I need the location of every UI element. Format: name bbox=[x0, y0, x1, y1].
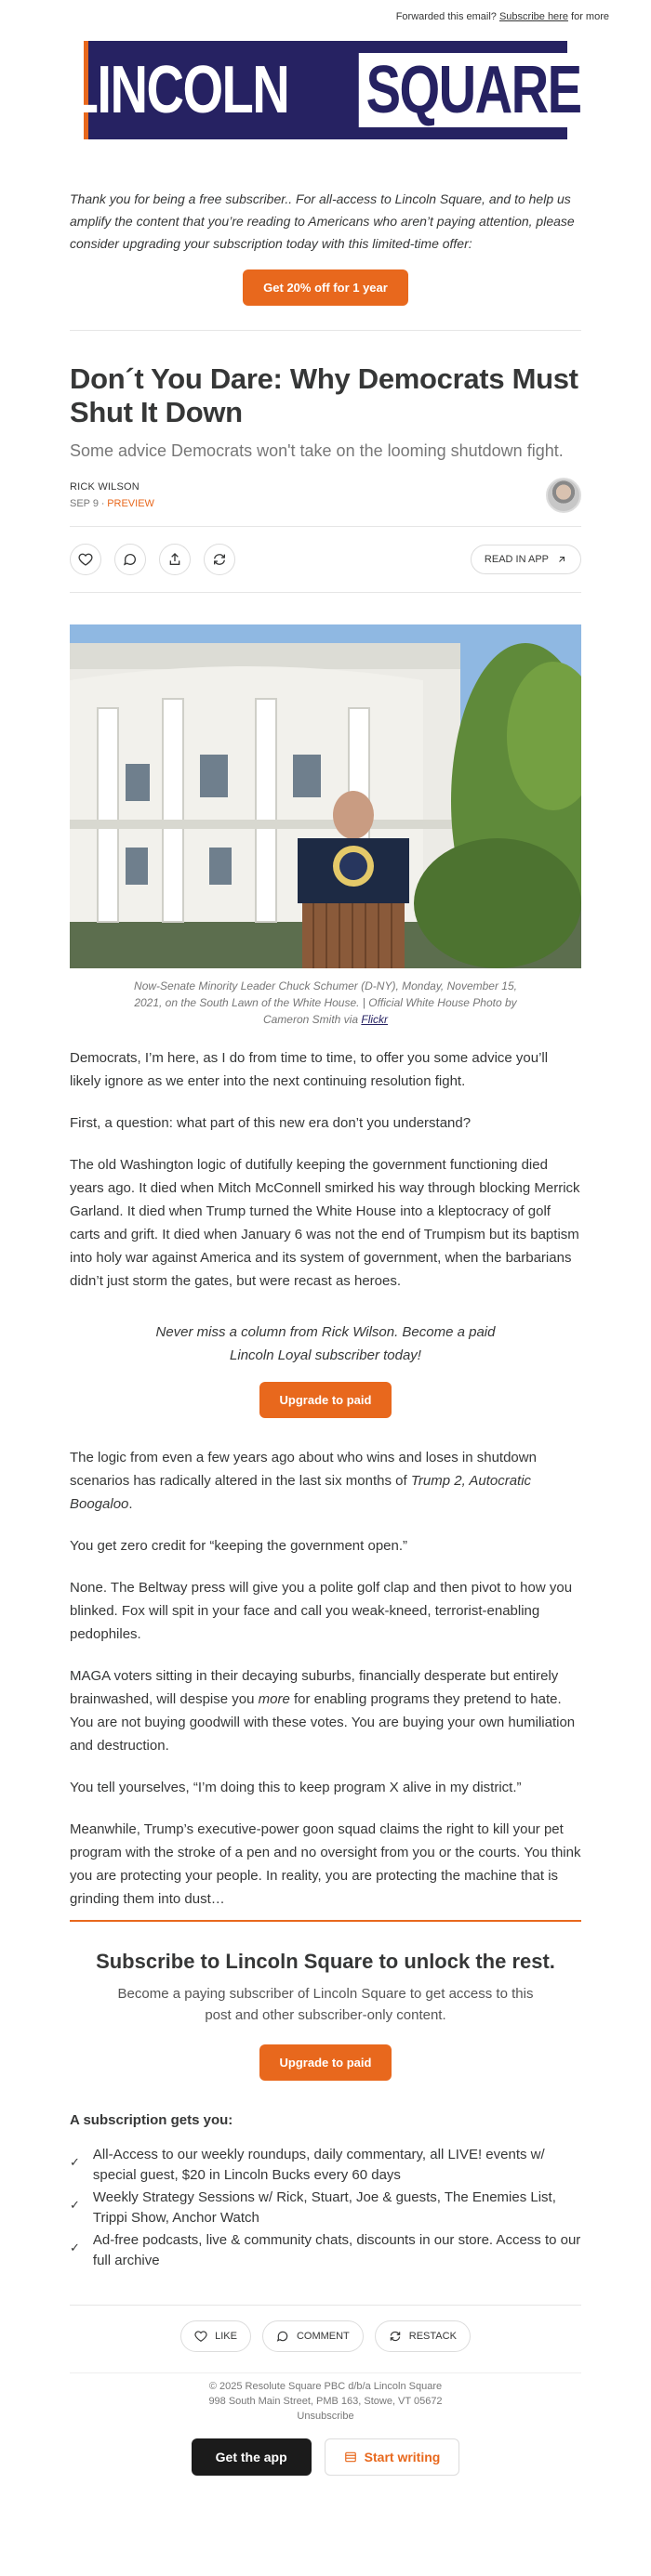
action-bar bbox=[70, 526, 581, 593]
paragraph-text: for enabling programs they pretend to hate. You are not buying goodwill with these votes. You are buying your own humiliation and destruction. bbox=[70, 1691, 576, 1754]
bottom-buttons bbox=[70, 2438, 581, 2476]
upgrade-button[interactable]: Upgrade to paid bbox=[259, 1382, 392, 1418]
white-house-photo bbox=[70, 624, 581, 968]
callout-line-2: Lincoln Loyal subscriber today! bbox=[230, 1347, 421, 1363]
paywall-button-wrap bbox=[70, 2044, 581, 2081]
hero-image[interactable] bbox=[70, 624, 581, 968]
forwarded-suffix: for more bbox=[571, 11, 609, 22]
paragraph bbox=[70, 1664, 581, 1757]
paywall-title: Subscribe to Lincoln Square to unlock the rest. bbox=[96, 1950, 555, 1973]
address-text: 998 South Main Street, PMB 163, Stowe, VT 05672 bbox=[208, 2396, 443, 2407]
footer-like-button[interactable] bbox=[180, 2320, 251, 2352]
forwarded-notice bbox=[0, 0, 651, 28]
comment-icon bbox=[123, 552, 138, 567]
paragraph: First, a question: what part of this new era don’t you understand? bbox=[70, 1115, 472, 1131]
paragraph: None. The Beltway press will give you a polite golf clap and then pivot to how you blinked. Fox will spit in your face and call you weak-kneed, terrorist-enabling pedophiles. bbox=[70, 1580, 573, 1642]
paywall-subtitle: Become a paying subscriber of Lincoln Square to get access to this post and other subscriber-only content. bbox=[117, 1986, 534, 2023]
check-icon: ✓ bbox=[70, 2155, 80, 2169]
subscribe-link[interactable]: Subscribe here bbox=[498, 11, 568, 22]
paragraph: Meanwhile, Trump’s executive-power goon squad claims the right to kill your pet program with the stroke of a pen and no oversight from you or the courts. You think you are protecting your people. In reality, you are protecting the machine that is grinding them into dust… bbox=[70, 1821, 581, 1907]
comment-label: COMMENT bbox=[296, 2331, 350, 2342]
hero-caption bbox=[126, 978, 525, 1028]
get-app-button[interactable]: Get the app bbox=[192, 2438, 312, 2476]
arrow-up-right-icon bbox=[556, 554, 567, 565]
perks-list bbox=[70, 2145, 581, 2271]
logo-word-square: SQUARE bbox=[359, 53, 589, 127]
logo-container bbox=[0, 41, 651, 139]
byline bbox=[70, 478, 581, 513]
post-meta: SEP 9 ∙ PREVIEW bbox=[70, 498, 154, 509]
restack-icon bbox=[212, 552, 227, 567]
action-icons bbox=[70, 544, 235, 575]
comment-icon bbox=[276, 2330, 289, 2343]
share-icon bbox=[167, 552, 182, 567]
heart-icon bbox=[78, 552, 93, 567]
article-title[interactable]: Don´t You Dare: Why Democrats Must Shut It Down bbox=[70, 362, 578, 428]
restack-icon bbox=[389, 2330, 402, 2343]
paragraph: Democrats, I’m here, as I do from time to time, to offer you some advice you’ll likely ignore as we enter into the next continuing resolution fight. bbox=[70, 1050, 549, 1089]
divider bbox=[70, 330, 581, 331]
paragraph-text: MAGA voters sitting in their decaying suburbs, financially desperate but entirely brainwashed, will despise you bbox=[70, 1668, 559, 1707]
start-writing-label: Start writing bbox=[364, 2450, 441, 2464]
paragraph: The old Washington logic of dutifully keeping the government functioning died years ago. It died when Mitch McConnell smirked his way through blocking Merrick Garland. It died when Trump turned the White House into a kleptocracy of golf carts and grift. It died when January 6 was not the end of Trumpism but its baptism into holy war against America and its system of government, when the barbarians didn’t just storm the gates, but were recast as heroes. bbox=[70, 1157, 580, 1289]
paywall-upgrade-button[interactable]: Upgrade to paid bbox=[259, 2044, 392, 2081]
footer-comment-button[interactable] bbox=[262, 2320, 364, 2352]
caption-text: Now-Senate Minority Leader Chuck Schumer (D-NY), Monday, November 15, 2021, on the South Lawn of the White House. | Official White House Photo by Cameron Smith via bbox=[134, 979, 517, 1026]
read-in-app-button[interactable] bbox=[471, 545, 581, 574]
paragraph-text: The logic from even a few years ago about who wins and loses in shutdown scenarios has radically altered in the last six months of bbox=[70, 1450, 537, 1489]
perk-item bbox=[70, 2145, 581, 2186]
paywall bbox=[70, 1920, 581, 2271]
share-button[interactable] bbox=[159, 544, 191, 575]
article-body bbox=[70, 1046, 581, 1911]
paragraph bbox=[70, 1446, 581, 1516]
offer-button[interactable]: Get 20% off for 1 year bbox=[243, 269, 408, 306]
restack-label: RESTACK bbox=[408, 2331, 457, 2342]
logo-word-lincoln: LINCOLN bbox=[66, 53, 288, 127]
post-date: SEP 9 bbox=[70, 498, 99, 509]
paragraph-text: . bbox=[128, 1496, 133, 1512]
like-button[interactable] bbox=[70, 544, 101, 575]
legal-footer bbox=[70, 2372, 581, 2424]
intro-text: Thank you for being a free subscriber.. For all-access to Lincoln Square, and to help us amplify the content that you’re reading to Americans who aren’t paying attention, please consider upgrading your subscription today with this limited-time offer: bbox=[70, 191, 575, 251]
offer-wrap bbox=[70, 269, 581, 306]
paragraph-emphasis: more bbox=[258, 1691, 290, 1707]
lincoln-square-logo[interactable] bbox=[66, 41, 581, 139]
comment-button[interactable] bbox=[114, 544, 146, 575]
start-writing-button[interactable] bbox=[325, 2438, 460, 2476]
paragraph-emphasis: Trump 2, Autocratic Boogaloo bbox=[70, 1473, 532, 1512]
author-avatar[interactable] bbox=[546, 478, 581, 513]
perk-text: Weekly Strategy Sessions w/ Rick, Stuart, Joe & guests, The Enemies List, Trippi Show, Anchor Watch bbox=[92, 2189, 556, 2226]
subscribe-callout bbox=[70, 1321, 581, 1367]
perk-item bbox=[70, 2230, 581, 2271]
read-in-app-label: READ IN APP bbox=[484, 554, 549, 565]
perk-text: Ad-free podcasts, live & community chats, discounts in our store. Access to our full archive bbox=[92, 2232, 581, 2268]
upgrade-wrap bbox=[70, 1382, 581, 1418]
paragraph: You get zero credit for “keeping the government open.” bbox=[70, 1538, 408, 1554]
paragraph: You tell yourselves, “I’m doing this to keep program X alive in my district.” bbox=[70, 1780, 522, 1795]
preview-label: PREVIEW bbox=[107, 498, 154, 509]
perk-text: All-Access to our weekly roundups, daily commentary, all LIVE! events w/ special guest, $20 in Lincoln Bucks every 60 days bbox=[92, 2147, 545, 2183]
pen-icon bbox=[344, 2451, 357, 2464]
footer-actions bbox=[70, 2305, 581, 2352]
footer-restack-button[interactable] bbox=[375, 2320, 471, 2352]
like-label: LIKE bbox=[215, 2331, 237, 2342]
forwarded-text: Forwarded this email? bbox=[395, 11, 497, 22]
article-subtitle: Some advice Democrats won't take on the looming shutdown fight. bbox=[70, 441, 564, 460]
flickr-link[interactable]: Flickr bbox=[361, 1013, 389, 1026]
check-icon: ✓ bbox=[70, 2198, 80, 2212]
perks-heading: A subscription gets you: bbox=[70, 2112, 233, 2128]
callout-line-1: Never miss a column from Rick Wilson. Become a paid bbox=[155, 1324, 496, 1340]
perk-item bbox=[70, 2188, 581, 2228]
restack-button[interactable] bbox=[204, 544, 235, 575]
check-icon: ✓ bbox=[70, 2241, 80, 2254]
unsubscribe-link[interactable]: Unsubscribe bbox=[297, 2411, 354, 2422]
copyright-text: © 2025 Resolute Square PBC d/b/a Lincoln Square bbox=[208, 2381, 443, 2392]
author-name[interactable]: RICK WILSON bbox=[70, 481, 140, 493]
heart-icon bbox=[194, 2330, 207, 2343]
